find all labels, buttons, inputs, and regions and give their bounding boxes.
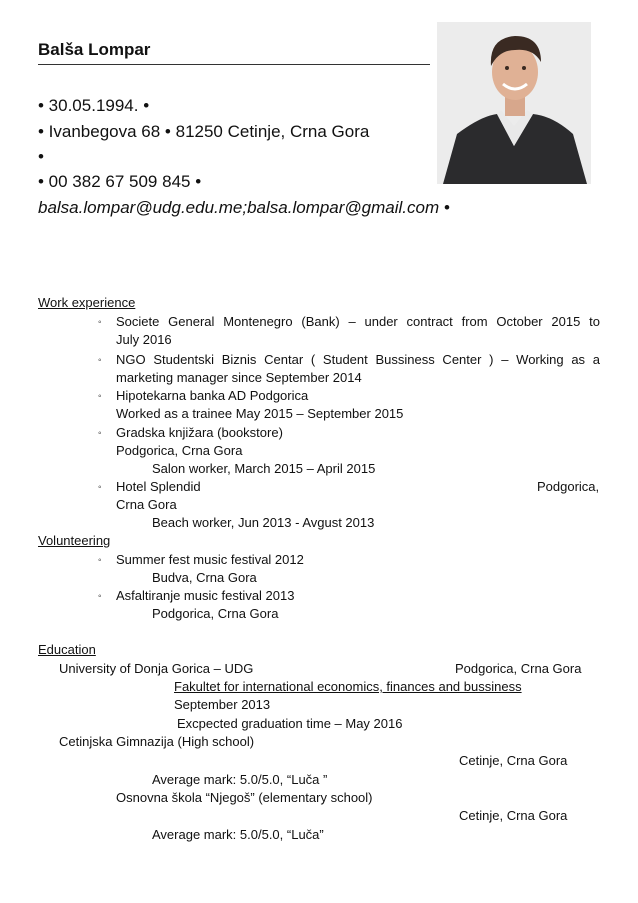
high-school-mark: Average mark: 5.0/5.0, “Luča ”	[152, 772, 328, 787]
faculty-name: Fakultet for international economics, finances and bussiness	[174, 679, 522, 694]
work-bullet-4: ◦	[98, 428, 102, 439]
volunteer-item-1-line-2: Budva, Crna Gora	[152, 570, 257, 585]
study-start-date: September 2013	[174, 697, 271, 712]
profile-photo	[437, 22, 591, 184]
volunteer-bullet-1: ◦	[98, 555, 102, 566]
portrait-illustration	[437, 22, 591, 184]
high-school-location: Cetinje, Crna Gora	[459, 753, 568, 768]
work-item-1-line-2: July 2016	[116, 332, 172, 347]
work-item-3-line-2: Worked as a trainee May 2015 – September 2015	[116, 406, 404, 421]
work-item-5-city: Podgorica,	[537, 479, 600, 494]
university-location: Podgorica, Crna Gora	[455, 661, 582, 676]
elementary-school-location: Cetinje, Crna Gora	[459, 808, 568, 823]
volunteer-bullet-2: ◦	[98, 591, 102, 602]
elementary-school-mark: Average mark: 5.0/5.0, “Luča”	[152, 827, 324, 842]
education-heading: Education	[38, 642, 96, 657]
work-bullet-3: ◦	[98, 391, 102, 402]
volunteer-item-2-line-2: Podgorica, Crna Gora	[152, 606, 279, 621]
elementary-school-name: Osnovna škola “Njegoš” (elementary school)	[116, 790, 373, 805]
work-item-4-line-1: Gradska knjižara (bookstore)	[116, 425, 283, 440]
work-bullet-5: ◦	[98, 482, 102, 493]
birth-date-line: • 30.05.1994. •	[38, 96, 150, 115]
high-school-name: Cetinjska Gimnazija (High school)	[59, 734, 255, 749]
volunteering-heading: Volunteering	[38, 533, 111, 548]
work-bullet-2: ◦	[98, 355, 102, 366]
empty-bullet-line: •	[38, 147, 44, 166]
work-item-5-name: Hotel Splendid	[116, 479, 201, 494]
work-item-5-line-3: Beach worker, Jun 2013 - Avgust 2013	[152, 515, 375, 530]
work-item-2-line-2: marketing manager since September 2014	[116, 370, 362, 385]
work-experience-heading: Work experience	[38, 295, 136, 310]
name-underline	[38, 64, 430, 65]
work-item-5-line-2: Crna Gora	[116, 497, 177, 512]
work-item-4-line-3: Salon worker, March 2015 – April 2015	[152, 461, 376, 476]
work-item-4-line-2: Podgorica, Crna Gora	[116, 443, 243, 458]
person-name: Balša Lompar	[38, 40, 151, 59]
university-name: University of Donja Gorica – UDG	[59, 661, 254, 676]
volunteer-item-2-line-1: Asfaltiranje music festival 2013	[116, 588, 295, 603]
phone-line: • 00 382 67 509 845 •	[38, 172, 202, 191]
work-item-1-line-1: Societe General Montenegro (Bank) – under contract from October 2015 to	[116, 314, 600, 329]
email-line[interactable]: balsa.lompar@udg.edu.me;balsa.lompar@gmail.com •	[38, 198, 450, 217]
work-bullet-1: ◦	[98, 317, 102, 328]
work-item-3-line-1: Hipotekarna banka AD Podgorica	[116, 388, 309, 403]
volunteer-item-1-line-1: Summer fest music festival 2012	[116, 552, 304, 567]
address-line: • Ivanbegova 68 • 81250 Cetinje, Crna Gora	[38, 122, 370, 141]
graduation-date: Excpected graduation time – May 2016	[177, 716, 403, 731]
work-item-2-line-1: NGO Studentski Biznis Centar ( Student Bussiness Center ) – Working as a	[116, 352, 600, 367]
